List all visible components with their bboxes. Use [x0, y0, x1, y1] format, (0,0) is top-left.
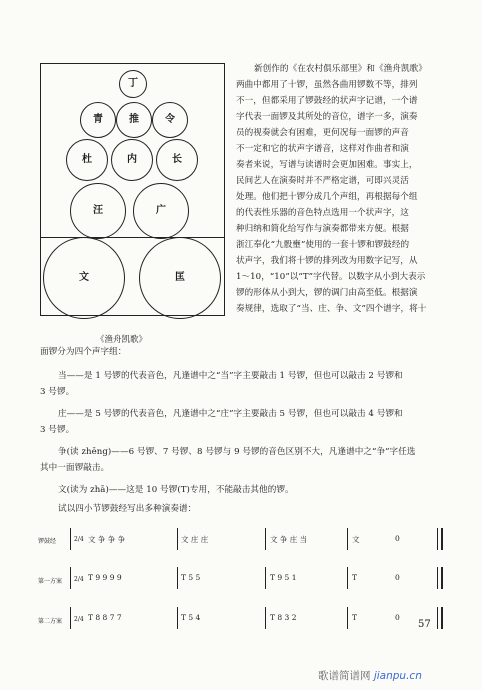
page-number: 57: [418, 619, 431, 630]
final-barline-thin: [437, 567, 438, 589]
gong-label-ding: 丁: [128, 78, 138, 89]
paragraph-line: 1～10，“10”以“T”字代替。以数字从小到大表示: [236, 272, 426, 282]
paragraph-line: 字代表一面锣及其所处的音位，谱字一多，演奏: [236, 112, 418, 122]
gong-label-du: 杜: [82, 154, 92, 165]
final-barline-thick: [441, 607, 443, 629]
gong-label-wen: 文: [79, 272, 89, 283]
gong-label-ling: 令: [165, 114, 175, 125]
watermark-site-name: 歌谱简谱网: [318, 670, 371, 682]
score-measure: 0: [395, 613, 400, 622]
barline: [70, 528, 71, 550]
definition-zheng-cont: 其中一面锣敲击。: [40, 463, 110, 473]
score-measure: T 9 9 9 9: [88, 573, 122, 582]
barline: [347, 607, 348, 629]
barline: [70, 607, 71, 629]
barline: [347, 567, 348, 589]
score-measure: T 8 3 2: [270, 613, 297, 622]
paragraph-line: 两曲中都用了十锣，虽然各曲用锣数不等，排列: [236, 80, 418, 90]
gong-label-guang: 广: [156, 205, 166, 216]
definition-zheng: 争(读 zhēng)——6 号锣、7 号锣、8 号锣与 9 号锣的音色区别不大，凡逢谱中之“争”字任选: [58, 447, 416, 457]
barline: [265, 607, 266, 629]
score-measure: 文 庄 庄: [181, 535, 209, 544]
final-barline-thick: [441, 567, 443, 589]
score-measure: 文: [352, 535, 360, 544]
definition-wen: 文(读为 zhā)——这是 10 号锣(T)专用，不能敲击其他的锣。: [58, 485, 294, 495]
paragraph-line: 处理。他们把十锣分成几个声组，再根据每个组: [236, 192, 418, 202]
score-measure: T: [352, 573, 358, 582]
paragraph-line: 新创作的《在农村俱乐部里》和《渔舟凯歌》: [254, 64, 427, 74]
barline: [177, 528, 178, 550]
score-row-label: 锣鼓经: [38, 538, 57, 545]
final-barline-thick: [441, 528, 443, 550]
barline: [347, 528, 348, 550]
watermark-url: jianpu.cn: [373, 670, 422, 682]
paragraph-line: 锣的形体从小到大，锣的调门由高至低。根据演: [236, 288, 418, 298]
gong-label-zhang: 长: [172, 154, 182, 165]
score-measure: 文 争 争 争: [88, 535, 126, 544]
paragraph-line: 种归纳和简化给写作与演奏都带来方便。根据: [236, 224, 409, 234]
score-measure: T 9 5 1: [270, 573, 297, 582]
paragraph-line: 的代表性乐器的音色特点选用一个状声字，这: [236, 208, 409, 218]
barline: [265, 567, 266, 589]
gong-label-kuang: 匡: [175, 272, 185, 283]
paragraph-line: 民间艺人在演奏时并不严格定谱，可即兴灵活: [236, 176, 409, 186]
score-measure: T 8 8 7 7: [88, 613, 122, 622]
paragraph-line: 奏规律，选取了“当、庄、争、文”四个谱字，将十: [236, 304, 427, 314]
score-measure: 0: [395, 534, 400, 543]
score-measure: T 5 4: [181, 613, 201, 622]
paragraph-line: 不一，但都采用了锣鼓经的状声字记谱，一个谱: [236, 96, 418, 106]
definition-zhuang: 庄——是 5 号锣的代表音色，凡逢谱中之“庄”字主要敲击 5 号锣，但也可以敲击 4 号锣和: [58, 409, 403, 419]
paragraph-line: 奏者来说，写谱与读谱时会更加困难。事实上，: [236, 160, 418, 170]
gong-label-tui: 推: [129, 114, 139, 125]
paragraph-line: 面锣分为四个声字组：: [40, 347, 127, 357]
time-signature: 2/4: [74, 616, 84, 623]
final-barline-thin: [437, 607, 438, 629]
final-barline-thin: [437, 528, 438, 550]
definition-dang: 当——是 1 号锣的代表音色，凡逢谱中之“当”字主要敲击 1 号锣，但也可以敲击 2 号锣和: [58, 371, 403, 381]
watermark: [318, 668, 422, 683]
paragraph-line: 不一定和它的状声字谱音，这样对作曲者和演: [236, 144, 409, 154]
barline: [177, 607, 178, 629]
gong-label-qing: 青: [93, 114, 103, 125]
barline: [265, 528, 266, 550]
score-measure: 0: [395, 573, 400, 582]
gong-diagram-divider: [40, 237, 225, 238]
time-signature: 2/4: [74, 576, 84, 583]
paragraph-line: 员的视奏就会有困难，更何况每一面锣的声音: [236, 128, 409, 138]
score-row-label: 第一方案: [38, 578, 63, 585]
gong-label-wang: 汪: [93, 205, 103, 216]
paragraph-line: 状声字，我们将十锣的排列改为用数字记写，从: [236, 256, 418, 266]
paragraph-line: 浙江奉化“九骰壅”使用的一套十锣和锣鼓经的: [236, 240, 410, 250]
score-measure: 文 争 庄 当: [270, 535, 308, 544]
score-measure: T: [352, 613, 358, 622]
score-measure: T 5 5: [181, 573, 201, 582]
barline: [177, 567, 178, 589]
gong-label-nei: 内: [127, 154, 137, 165]
figure-caption: 《渔舟凯歌》: [96, 335, 148, 345]
definition-zhuang-cont: 3 号锣。: [40, 425, 75, 435]
score-row-label: 第二方案: [38, 618, 63, 625]
barline: [70, 567, 71, 589]
time-signature: 2/4: [74, 536, 84, 543]
definition-dang-cont: 3 号锣。: [40, 387, 75, 397]
example-intro: 试以四小节锣鼓经写出多种演奏谱：: [58, 504, 197, 514]
